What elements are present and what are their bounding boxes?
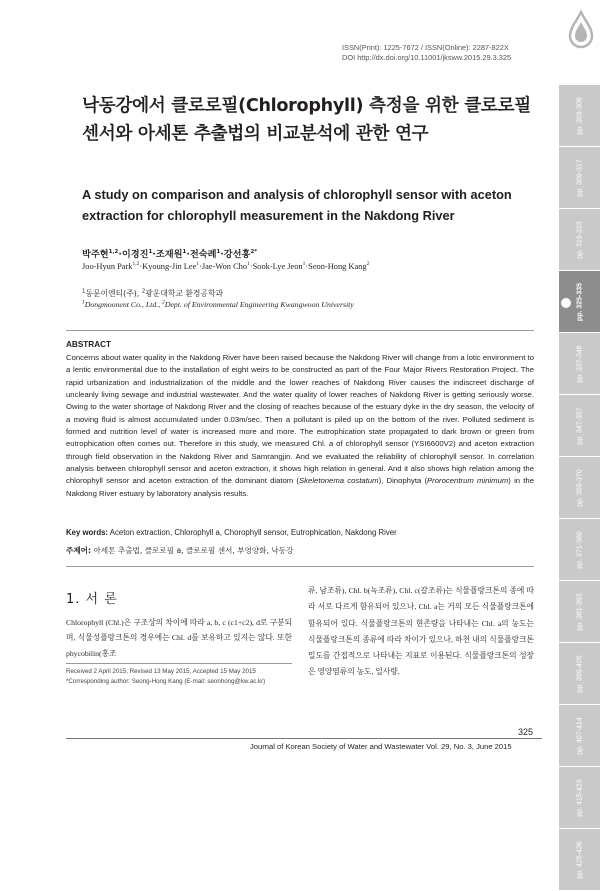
author-name: Kyoung-Jin Lee [142, 262, 197, 271]
author-name: Sook-Lye Jeon [252, 262, 303, 271]
tab-pp-309-317[interactable]: pp. 309-317 [559, 147, 600, 209]
body-column-left: Chlorophyll (Chl.)은 구조상의 차이에 따라 a, b, c (c1+c2), d로 구분되며, 식물성플랑크톤의 경우에는 Chl. d를 보유하고 있지는 않다. 또한 phycobilin(홍조 [66, 618, 292, 658]
author-name: 조재원 [155, 249, 183, 260]
author-name: Joo-Hyun Park [82, 262, 133, 271]
corresponding-author: *Corresponding author: Seong-Hong Kang (E-mail: seonhong@kw.ac.kr) [66, 678, 266, 685]
title-korean: 낙동강에서 클로로필(Chlorophyll) 측정을 위한 클로로필 센서와 아세톤 추출법의 비교분석에 관한 연구 [82, 96, 531, 144]
author-name: 이경진 [121, 249, 149, 260]
abstract-heading: ABSTRACT [66, 340, 112, 349]
doi-line: DOI http://dx.doi.org/10.11001/jksww.2015.29.3.325 [342, 53, 512, 62]
abstract-body: Concerns about water quality in the Nakdong River have been raised because the Nakdong River will change from a lotic environment to a lentic environmental due to the installation of eight weirs to be constructed as part of the Four Major Rivers Restoration Project. The rapid urbanization and industrialization of the middle and the lower reaches of Nakdong River causes the indiscreet discharge of uncleanly living sewage and industrial wastewater. And the water quality of lower reaches of Nakdong River is getting seriously worse. Owing to the water shortage of Nakdong River and the closing of reaches because of the estuary dyke in the dry season, the velocity of a moving fluid is almost accumulated under 0.03m/sec. Then a pollutant is piled up on the bottom of the river. Polluted sediment is formed and nutrition level of water is increased more and more. The eutrophication state propagated to dark brown or green from eutrophication often comes out. Therefore in this study, we measured Chl. a of chlorophyll sensor (YSI6600V2) and aceton extraction through field observation in the Nakdong River and Samrangjin. And we evaluated the reliability of chlorophyll sensor. In correlation analysis between chlorophyll sensor and aceton extraction, it shows high relation in general. And it also shows high relation among the chlorophyll sensor and aceton extraction of the dominant diatom (Skeletonema costatum), Dinophyta (Prorocentrum minimum) in the Nakdong River estuary by laboratory analysis results. [66, 353, 535, 498]
keywords-korean: 주제어: 아세톤 추출법, 클로로필 a, 클로로필 센서, 부영양화, 낙동강 [66, 546, 294, 555]
keywords-english: Key words: Aceton extraction, Chlorophyll a, Chorophyll sensor, Eutrophication, Nakdong River [66, 528, 397, 537]
page-number: 325 [518, 727, 534, 737]
author-name: Jae-Won Cho [201, 262, 248, 271]
tab-pp-407-414[interactable]: pp. 407-414 [559, 705, 600, 767]
divider [66, 566, 534, 567]
footnote-divider [66, 663, 292, 664]
author-name: 전숙례 [189, 249, 217, 260]
journal-citation: Journal of Korean Society of Water and Wastewater Vol. 29, No. 3, June 2015 [250, 742, 512, 751]
tab-pp-347-357[interactable]: pp. 347-357 [559, 395, 600, 457]
journal-logo-icon [566, 10, 596, 50]
footer-rule [66, 738, 542, 739]
tab-pp-395-405[interactable]: pp. 395-405 [559, 643, 600, 705]
tab-pp-415-423[interactable]: pp. 415-423 [559, 767, 600, 829]
tab-pp-359-370[interactable]: pp. 359-370 [559, 457, 600, 519]
affiliation-english: $^1$Dongmoonent Co., Ltd., $^2$Dept. of Environmental Engineering Kwangwoon University [82, 299, 354, 309]
author-name: 박주현 [82, 249, 109, 260]
received-dates: Received 2 April 2015; Revised 13 May 2015; Accepted 15 May 2015 [66, 668, 256, 675]
affiliation-korean: $^1$동문이엔티(주), $^2$광운대학교 환경공학과 [82, 288, 224, 298]
tab-pp-381-393[interactable]: pp. 381-393 [559, 581, 600, 643]
tab-pp-371-380[interactable]: pp. 371-380 [559, 519, 600, 581]
active-tab-marker-icon [561, 298, 571, 308]
article-meta [342, 43, 552, 63]
authors-korean: 박주현$^{1,2}$·이경진$^1$·조재원$^1$·전숙례$^1$·강선홍$^{2*}$ [82, 248, 258, 260]
tab-pp-303-308[interactable]: pp. 303-308 [559, 85, 600, 147]
tab-pp-337-346[interactable]: pp. 337-346 [559, 333, 600, 395]
tab-pp-325-335[interactable]: pp. 325-335 [559, 271, 600, 333]
title-english: A study on comparison and analysis of chlorophyll sensor with aceton extraction for chlorophyll measurement in the Nakdong River [82, 187, 512, 223]
body-column-right: 류, 남조류), Chl. b(녹조류), Chl. c(갈조류)는 식물플랑크톤의 종에 따라 서로 다르게 함유되어 있으나, Chl. a는 거의 모든 식물플랑크톤에 함유되어 있다. 식물플랑크톤의 현존량을 나타내는 Chl. a의 농도는 식물플랑크톤의 종류에 따라 차이가 있으나, 하천 내의 식물플랑크톤 밀도를 간접적으로 나타내는 지표로 이용된다. 식물플랑크톤의 성장은 영양염류의 농도, 일사량, [308, 586, 534, 677]
page-range-tabs [559, 85, 600, 891]
section-heading-introduction: 1. 서 론 [66, 592, 118, 607]
issn-line: ISSN(Print): 1225-7672 / ISSN(Online): 2287-822X [342, 43, 509, 52]
authors-english: Joo-Hyun Park$^{1,2}$·Kyoung-Jin Lee$^1$·Jae-Won Cho$^1$·Sook-Lye Jeon$^1$·Seon-Hong Kang$^2$ [82, 261, 370, 271]
divider [66, 330, 534, 331]
tab-pp-425-436[interactable]: pp. 425-436 [559, 829, 600, 891]
tab-pp-319-323[interactable]: pp. 319-323 [559, 209, 600, 271]
author-name: Seon-Hong Kang [308, 262, 367, 271]
author-name: 강선홍 [223, 249, 251, 260]
